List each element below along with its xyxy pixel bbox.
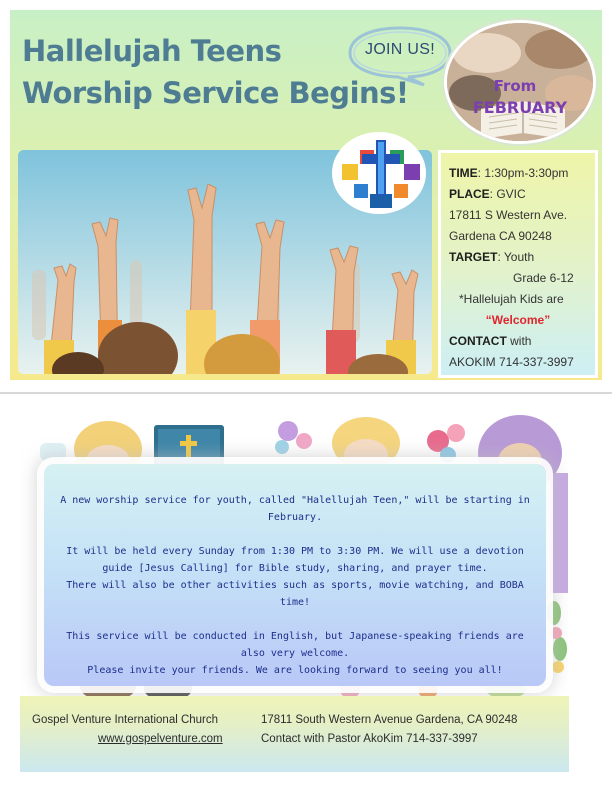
kids-text: *Hallelujah Kids are [459,292,564,306]
from-label: From [493,77,537,95]
message-panel [44,464,546,686]
contact-value: with [506,334,532,348]
message-paragraph-3b: Please invite your friends. We are looking forward to seeing you all! [87,665,503,676]
place-row [449,184,587,205]
flyer-separator [0,392,612,394]
title-line-1: Hallelujah Teens [22,34,282,68]
place-value: : GVIC [489,187,526,201]
contact-row [449,331,587,352]
church-name: Gospel Venture International Church [32,714,219,726]
welcome-text: “Welcome” [485,313,551,327]
message-paragraph-2a: It will be held every Sunday from 1:30 PM to 3:30 PM. We will use a devotion guide [Jesus Calling] for Bible study, sharing, and prayer time. [66,546,524,574]
cross-logo-icon [332,132,426,214]
from-february-text [447,75,593,119]
church-address: 17811 South Western Avenue Gardena, CA 90248 [261,714,518,726]
footer-church-info [32,711,252,749]
target-value: : Youth [497,250,535,264]
february-label: FEBRUARY [472,98,568,117]
grade-text: Grade 6-12 [513,271,574,285]
footer-contact-info [261,711,561,749]
time-row [449,163,587,184]
place-label: PLACE [449,187,490,201]
contact-label: CONTACT [449,334,507,348]
title-line-2: Worship Service Begins! [22,76,409,110]
time-value: : 1:30pm-3:30pm [477,166,569,180]
address-line-1: 17811 S Western Ave. [449,208,568,222]
message-paragraph-1: A new worship service for youth, called "Halellujah Teen," will be starting in February. [60,495,530,523]
bottom-flyer [20,413,569,777]
address-line-2: Gardena CA 90248 [449,229,552,243]
pastor-contact: Contact with Pastor AkoKim 714-337-3997 [261,733,478,745]
bible-hands-photo [444,20,596,144]
time-label: TIME [449,166,478,180]
website-link[interactable]: www.gospelventure.com [98,733,223,745]
message-paragraph-2b: There will also be other activities such as sports, movie watching, and BOBA time! [66,580,524,608]
join-us-text: JOIN US! [365,41,435,58]
top-flyer [10,10,602,380]
message-paragraph-3a: This service will be conducted in English, but Japanese-speaking friends are also very welcome. [66,631,524,659]
event-info-box [438,150,598,378]
footer-band [20,696,569,772]
contact-phone: AKOKIM 714-337-3997 [449,355,574,369]
target-row [449,247,587,268]
target-label: TARGET [449,250,498,264]
